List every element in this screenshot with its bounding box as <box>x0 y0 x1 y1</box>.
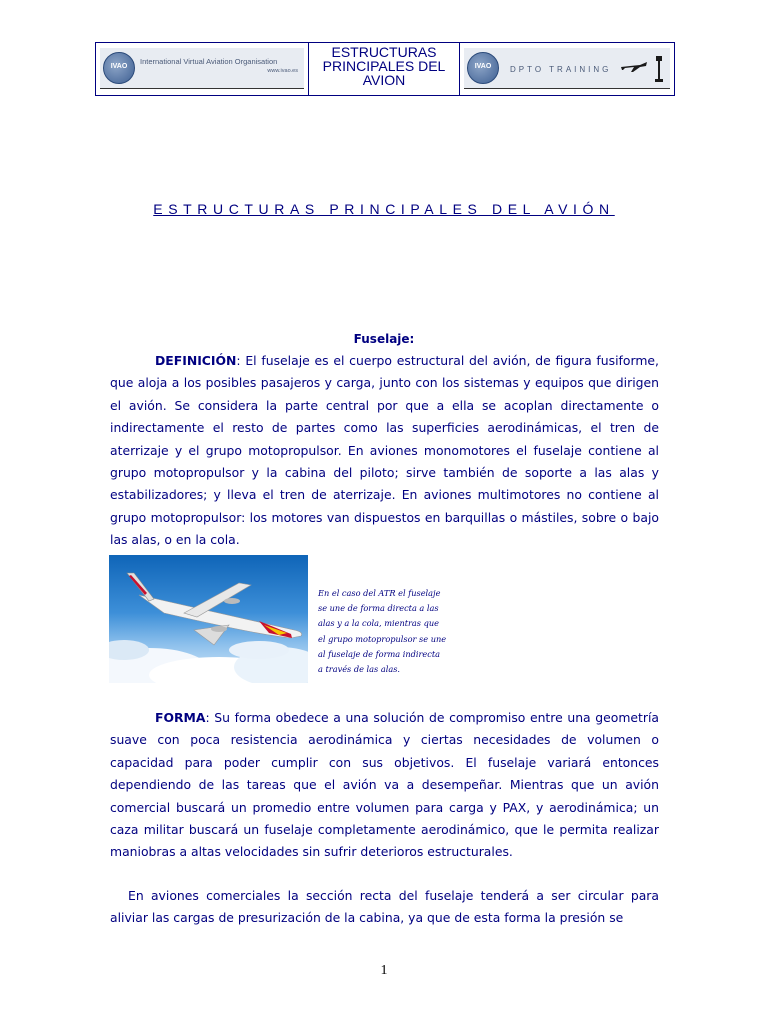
control-tower-icon <box>654 54 664 82</box>
ivao-banner <box>100 48 304 89</box>
commercial-text: En aviones comerciales la sección recta del fuselaje tenderá a ser circular para aliviar las cargas de presurización de la cabina, ya que de esta forma la presión se <box>110 888 659 926</box>
page-number: 1 <box>380 963 388 978</box>
commercial-paragraph <box>110 885 659 930</box>
form-text: : Su forma obedece a una solución de compromiso entre una geometría suave con poca resistencia aerodinámica y ciertas necesidades de volumen o capacidad para poder cumplir con sus objetivos. El fuselaje variará entonces dependiendo de las tareas que el avión va a desempeñar. Mientras que un avión comercial buscará un promedio entre volumen para carga y PAX, y aerodinámica; un caza militar buscará un fuselaje completamente aerodinámico, que le permita realizar maniobras a altas velocidades sin sufrir deterioros estructurales. <box>110 710 659 860</box>
ivao-seal-icon: IVAO <box>103 52 135 84</box>
photo-caption <box>318 586 478 677</box>
org-url: www.ivao.es <box>267 68 298 74</box>
definition-label: DEFINICIÓN <box>155 353 237 368</box>
definition-text: : El fuselaje es el cuerpo estructural del avión, de figura fusiforme, que aloja a los posibles pasajeros y carga, junto con los sistemas y equipos que dirigen el avión. Se considera la parte central por que a ella se acoplan directamente o indirectamente el resto de partes como las superficies aerodinámicas, el tren de aterrizaje y el grupo motopropulsor. En aviones monomotores el fuselaje contiene al grupo motopropulsor y la cabina del piloto; sirve también de soporte a las alas y estabilizadores; y lleva el tren de aterrizaje. En aviones multimotores no contiene al grupo motopropulsor: los motores van dispuestos en barquillas o mástiles, sobre o bajo las alas, o en la cola. <box>110 353 659 548</box>
header-left-logo <box>96 43 309 95</box>
airplane-icon <box>620 58 648 74</box>
caption-line: al fuselaje de forma indirecta <box>318 648 441 659</box>
header-title-line: AVION <box>362 72 406 88</box>
caption-line: a través de las alas. <box>318 664 401 675</box>
page-header <box>95 42 675 96</box>
header-right-logo <box>460 43 674 95</box>
form-paragraph <box>110 707 659 864</box>
training-banner <box>464 48 670 89</box>
caption-line: se une de forma directa a las <box>318 603 439 614</box>
header-title-line: PRINCIPALES DEL <box>322 58 446 74</box>
section-title: Fuselaje: <box>353 332 415 346</box>
caption-line: alas y a la cola, mientras que <box>318 618 439 629</box>
definition-paragraph <box>110 350 659 552</box>
form-label: FORMA <box>155 710 206 725</box>
ivao-seal-icon: IVAO <box>467 52 499 84</box>
document-title: ESTRUCTURAS PRINCIPALES DEL AVIÓN <box>153 201 615 217</box>
caption-line: el grupo motopropulsor se une <box>318 633 447 644</box>
org-name: International Virtual Aviation Organisation <box>140 57 278 66</box>
atr-airplane-photo <box>109 555 308 683</box>
caption-line: En el caso del ATR el fuselaje <box>318 588 441 598</box>
header-title-line: ESTRUCTURAS <box>331 44 437 60</box>
dept-label: DPTO TRAINING <box>510 65 612 74</box>
header-title <box>309 43 460 95</box>
